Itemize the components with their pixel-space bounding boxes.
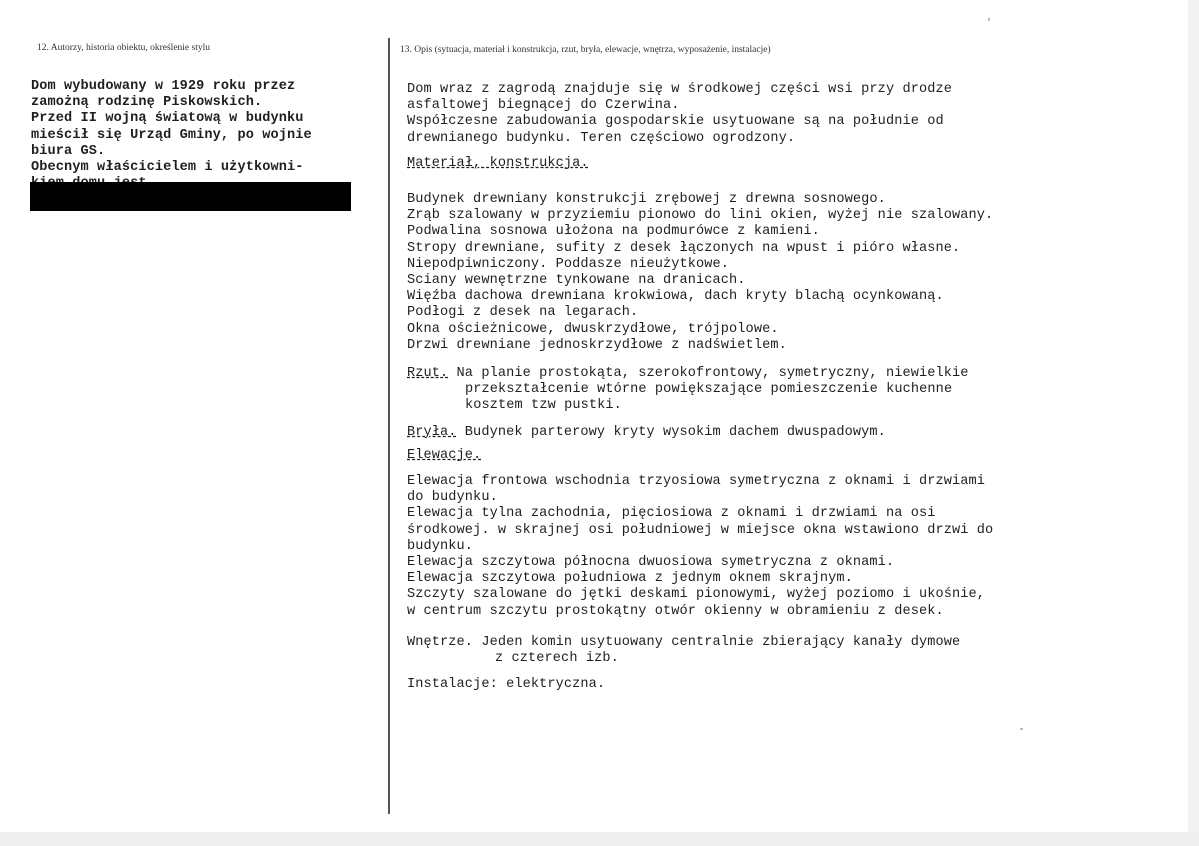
paragraph-line: przekształcenie wtórne powiększające pomieszczenie kuchenne <box>465 382 953 398</box>
massing-label: Bryła. <box>407 425 457 440</box>
section-header-description: 13. Opis (sytuacja, materiał i konstrukcja, rzut, bryła, elewacje, wnętrza, wyposażenie, instalacje) <box>400 45 771 55</box>
plan-label: Rzut. <box>407 366 449 381</box>
column-divider <box>388 38 390 814</box>
paragraph-line: Więźba dachowa drewniana krokwiowa, dach kryty blachą ocynkowaną. <box>407 289 944 305</box>
installations-paragraph <box>407 677 605 693</box>
paragraph-line: Wnętrze. Jeden komin usytuowany centralnie zbierający kanały dymowe <box>407 635 961 650</box>
page-edge-shadow <box>1188 0 1199 846</box>
section-header-authors-history: 12. Autorzy, historia obiektu, określenie stylu <box>37 43 210 53</box>
elevations-heading: Elewacje. <box>407 448 482 463</box>
paragraph-line: do budynku. <box>407 490 498 506</box>
paragraph-line: Współczesne zabudowania gospodarskie usytuowane są na południe od <box>407 114 944 130</box>
paragraph-line: Elewacja szczytowa północna dwuosiowa symetryczna z oknami. <box>407 554 895 570</box>
paragraph-line: Podłogi z desek na legarach. <box>407 305 639 321</box>
history-line: biura GS. <box>31 143 106 159</box>
paragraph-line: w centrum szczytu prostokątny otwór okienny w obramieniu z desek. <box>407 603 944 619</box>
plan-paragraph <box>407 366 969 415</box>
plan-text: Na planie prostokąta, szerokofrontowy, symetryczny, niewielkie <box>448 366 969 381</box>
paragraph-line: Dom wraz z zagrodą znajduje się w środkowej części wsi przy drodze <box>407 82 952 97</box>
history-line: Dom wybudowany w 1929 roku przez <box>31 79 296 94</box>
history-text <box>31 79 312 192</box>
paragraph-line: z czterech izb. <box>495 651 619 667</box>
paragraph-line: Szczyty szalowane do jętki deskami pionowymi, wyżej poziomo i ukośnie, <box>407 587 986 603</box>
paragraph-line: Zrąb szalowany w przyziemiu pionowo do lini okien, wyżej nie szalowany. <box>407 208 994 224</box>
scan-speck <box>988 18 990 21</box>
redaction-bar <box>30 182 351 211</box>
history-line: zamożną rodzinę Piskowskich. <box>31 95 263 111</box>
history-line: Przed II wojną światową w budynku <box>31 111 304 127</box>
paragraph-line: środkowej. w skrajnej osi południowej w miejsce okna wstawiono drzwi do <box>407 522 994 538</box>
elevations-paragraph <box>407 474 993 620</box>
paragraph-line: Stropy drewniane, sufity z desek łączonych na wpust i pióro własne. <box>407 240 961 256</box>
massing-line <box>407 425 886 441</box>
history-line: Obecnym właścicielem i użytkowni- <box>31 159 304 175</box>
paragraph-line: Elewacja szczytowa południowa z jednym oknem skrajnym. <box>407 571 853 587</box>
paragraph-line: asfaltowej biegnącej do Czerwina. <box>407 98 680 114</box>
massing-paragraph <box>407 425 886 441</box>
paragraph-line: Sciany wewnętrzne tynkowane na dranicach. <box>407 272 746 288</box>
paragraph-line: Okna ościeżnicowe, dwuskrzydłowe, trójpolowe. <box>407 321 779 337</box>
elevations-heading-wrap <box>407 448 481 464</box>
material-heading: Materiał, konstrukcja. <box>407 156 589 171</box>
plan-first-line <box>407 366 969 382</box>
paragraph-line: budynku. <box>407 538 474 554</box>
paragraph-line: Drzwi drewniane jednoskrzydłowe z nadświetlem. <box>407 337 787 353</box>
massing-text: Budynek parterowy kryty wysokim dachem dwuspadowym. <box>456 425 886 440</box>
paragraph-line: Podwalina sosnowa ułożona na podmurówce z kamieni. <box>407 224 820 240</box>
paragraph-line: Elewacja tylna zachodnia, pięciosiowa z oknami i drzwiami na osi <box>407 506 936 522</box>
history-line: mieścił się Urząd Gminy, po wojnie <box>31 127 312 143</box>
page-edge-shadow <box>0 832 1199 846</box>
paragraph-line: Elewacja frontowa wschodnia trzyosiowa symetryczna z oknami i drzwiami <box>407 474 986 489</box>
material-paragraph <box>407 192 993 354</box>
material-heading-wrap <box>407 156 589 172</box>
paragraph-line: kosztem tzw pustki. <box>465 398 622 414</box>
scan-speck <box>1020 728 1023 730</box>
location-paragraph <box>407 82 952 147</box>
paragraph-line: drewnianego budynku. Teren częściowo ogrodzony. <box>407 130 796 146</box>
interior-paragraph <box>407 635 960 667</box>
paragraph-line: Budynek drewniany konstrukcji zrębowej z drewna sosnowego. <box>407 192 886 207</box>
paragraph-line: Niepodpiwniczony. Poddasze nieużytkowe. <box>407 256 730 272</box>
paragraph-line: Instalacje: elektryczna. <box>407 677 606 692</box>
